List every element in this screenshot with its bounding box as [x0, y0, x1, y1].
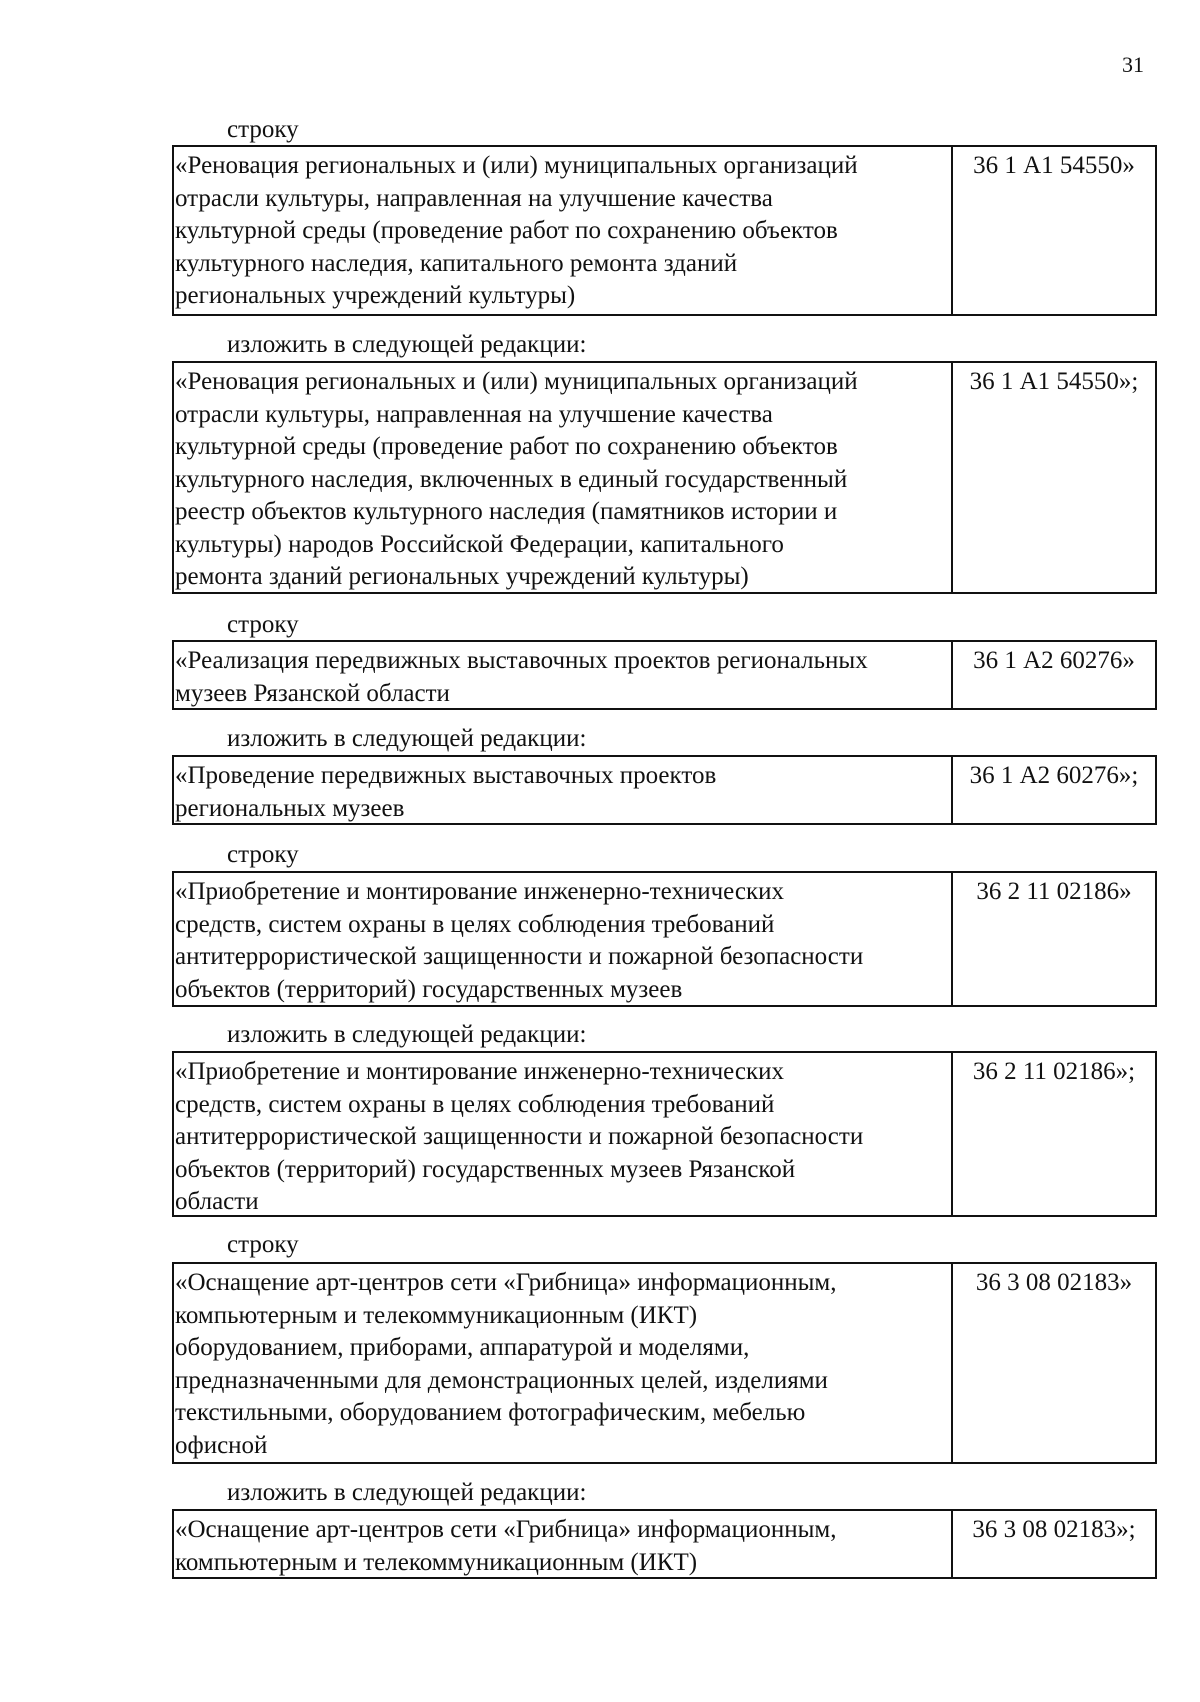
- name-line: отрасли культуры, направленная на улучшение качества: [175, 400, 773, 428]
- name-line: культурной среды (проведение работ по сохранению объектов: [175, 217, 838, 244]
- row-code-cell: 36 2 11 02186»: [976, 878, 1132, 905]
- name-line: культуры) народов Российской Федерации, капитального: [175, 530, 784, 558]
- row-code-cell: 36 2 11 02186»;: [972, 1058, 1136, 1085]
- name-line: ремонта зданий региональных учреждений культуры): [175, 563, 749, 590]
- budget-row-table: [172, 361, 1157, 594]
- name-line: предназначенными для демонстрационных целей, изделиями: [175, 1366, 828, 1394]
- row-code-cell: 36 3 08 02183»: [975, 1269, 1133, 1296]
- block-label: строку: [227, 1231, 299, 1258]
- row-code-cell: 36 1 А2 60276»;: [969, 762, 1139, 789]
- block-label: изложить в следующей редакции:: [227, 331, 587, 358]
- budget-row-table: [172, 1051, 1157, 1217]
- name-line: «Приобретение и монтирование инженерно-технических: [175, 878, 785, 905]
- budget-row-table: [172, 640, 1157, 710]
- name-line: области: [175, 1188, 259, 1215]
- budget-row-table: [172, 755, 1157, 825]
- name-line: «Оснащение арт-центров сети «Грибница» информационным,: [175, 1516, 837, 1543]
- row-code-cell: 36 3 08 02183»;: [972, 1516, 1136, 1543]
- row-name-cell: [174, 1511, 953, 1577]
- name-line: компьютерным и телекоммуникационным (ИКТ): [175, 1301, 698, 1329]
- name-line: оборудованием, приборами, аппаратурой и моделями,: [175, 1334, 750, 1361]
- page-number: 31: [1122, 52, 1144, 77]
- block-label: строку: [227, 116, 299, 143]
- row-code-cell: 36 1 А2 60276»: [973, 647, 1135, 674]
- row-name-cell: [174, 642, 953, 708]
- name-line: «Реновация региональных и (или) муниципальных организаций: [175, 368, 858, 395]
- name-line: объектов (территорий) государственных музеев: [175, 975, 683, 1003]
- block-label: строку: [227, 611, 299, 638]
- name-line: культурного наследия, включенных в единый государственный: [175, 465, 848, 493]
- row-name-cell: [174, 873, 953, 1005]
- name-line: «Реализация передвижных выставочных проектов региональных: [175, 647, 868, 674]
- block-label: изложить в следующей редакции:: [227, 1479, 587, 1506]
- name-line: региональных учреждений культуры): [175, 282, 576, 309]
- name-line: «Реновация региональных и (или) муниципальных организаций: [175, 152, 858, 179]
- name-line: «Проведение передвижных выставочных проектов: [175, 762, 717, 789]
- name-line: объектов (территорий) государственных музеев Рязанской: [175, 1155, 796, 1183]
- name-line: культурного наследия, капитального ремонта зданий: [175, 249, 738, 277]
- budget-row-table: [172, 145, 1157, 316]
- name-line: антитеррористической защищенности и пожарной безопасности: [175, 943, 864, 970]
- budget-row-table: [172, 1262, 1157, 1464]
- name-line: музеев Рязанской области: [175, 679, 450, 707]
- name-line: реестр объектов культурного наследия (памятников истории и: [175, 498, 838, 525]
- block-label: строку: [227, 841, 299, 868]
- name-line: «Приобретение и монтирование инженерно-технических: [175, 1058, 785, 1085]
- row-name-cell: [174, 757, 953, 823]
- name-line: региональных музеев: [175, 794, 405, 822]
- name-line: антитеррористической защищенности и пожарной безопасности: [175, 1123, 864, 1150]
- name-line: отрасли культуры, направленная на улучшение качества: [175, 184, 773, 212]
- budget-row-table: [172, 1509, 1157, 1579]
- name-line: культурной среды (проведение работ по сохранению объектов: [175, 433, 838, 460]
- name-line: компьютерным и телекоммуникационным (ИКТ): [175, 1548, 698, 1576]
- block-label: изложить в следующей редакции:: [227, 1021, 587, 1048]
- block-label: изложить в следующей редакции:: [227, 725, 587, 752]
- name-line: средств, систем охраны в целях соблюдения требований: [175, 1090, 775, 1118]
- row-code-cell: 36 1 А1 54550»: [973, 152, 1135, 179]
- name-line: офисной: [175, 1431, 268, 1459]
- row-name-cell: [174, 1053, 953, 1215]
- budget-row-table: [172, 871, 1157, 1007]
- name-line: «Оснащение арт-центров сети «Грибница» информационным,: [175, 1269, 837, 1296]
- row-name-cell: [174, 1264, 953, 1462]
- row-name-cell: [174, 147, 953, 314]
- row-name-cell: [174, 363, 953, 592]
- row-code-cell: 36 1 А1 54550»;: [969, 368, 1139, 395]
- name-line: текстильными, оборудованием фотографическим, мебелью: [175, 1399, 806, 1426]
- name-line: средств, систем охраны в целях соблюдения требований: [175, 910, 775, 938]
